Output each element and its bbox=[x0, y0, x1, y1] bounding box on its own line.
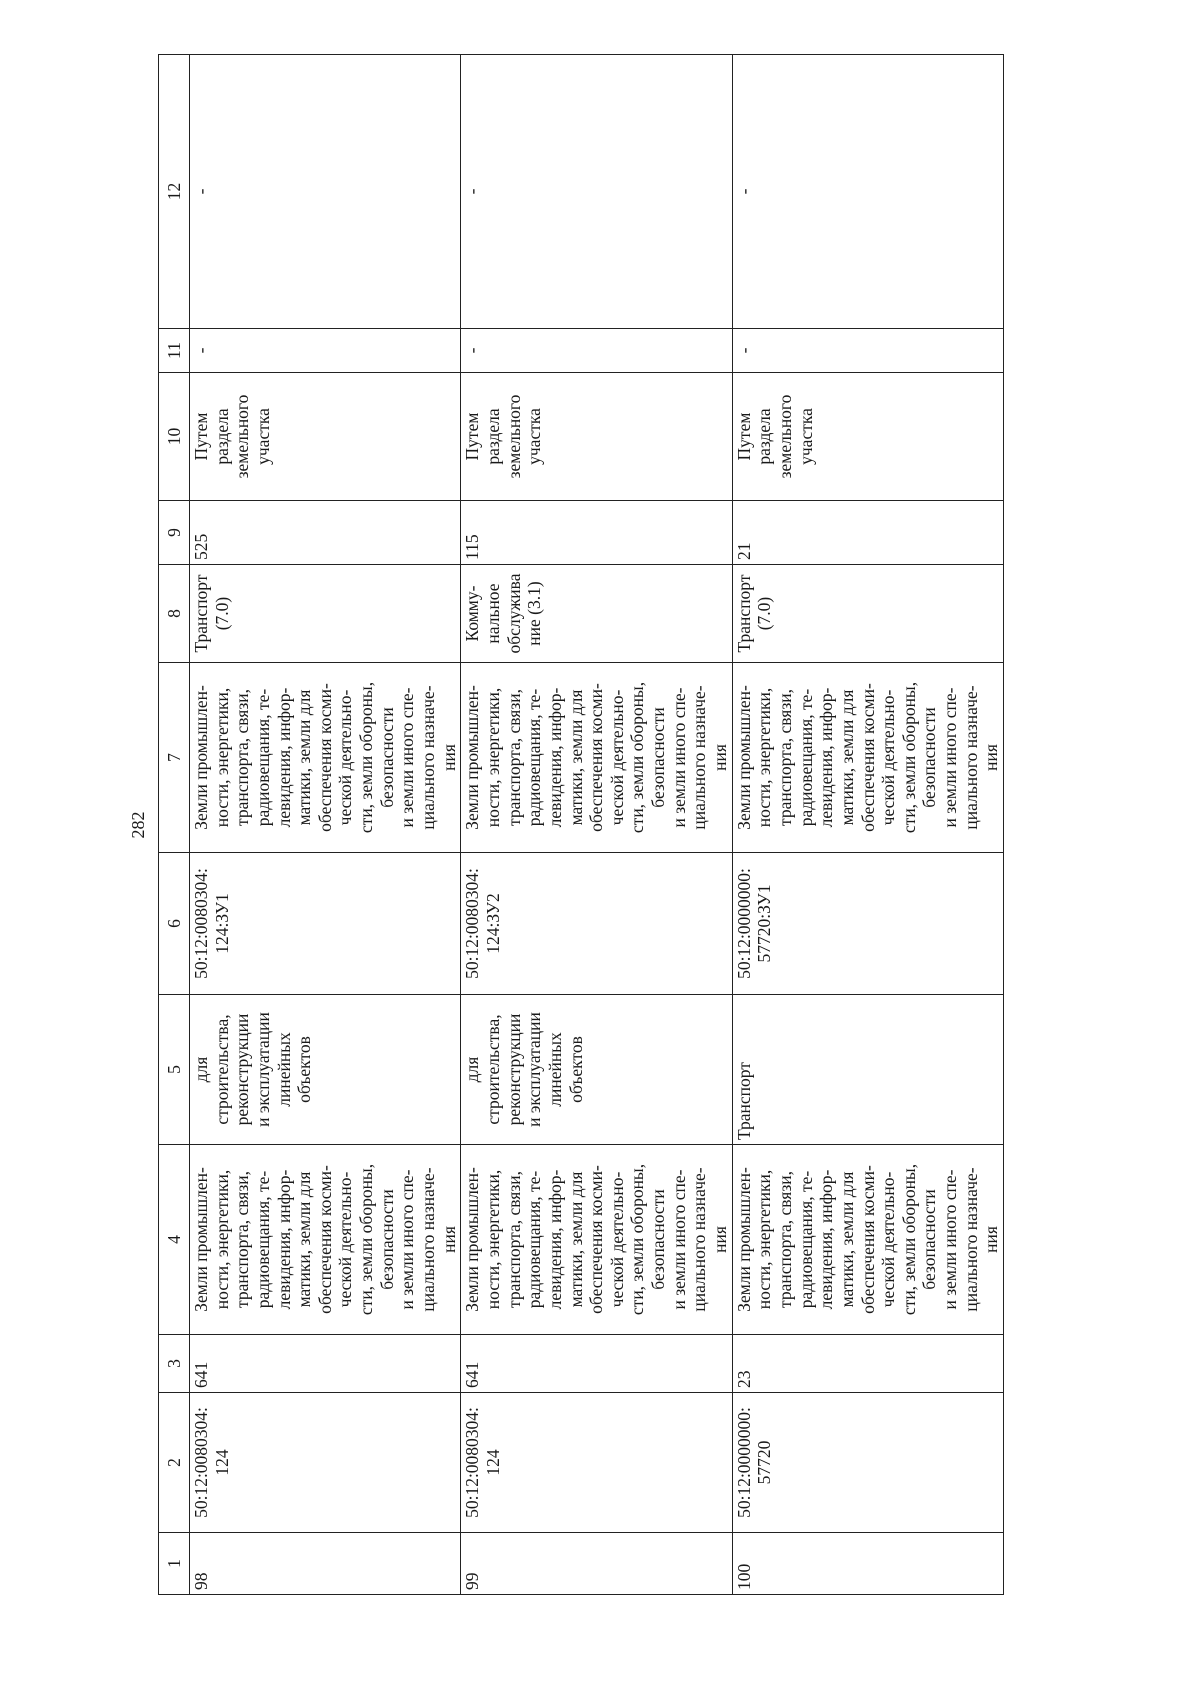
formation-method-cell: Путем раздела земельного участка bbox=[732, 373, 1003, 501]
new-land-category-cell: Земли промышлен- ности, энергетики, транспорта, связи, радиовещания, те- левидения, инфор- матики, земли для обеспечения косми- ческой деятельно- сти, земли обороны, безопасности и земли иного спе- циального назначе- ния bbox=[461, 663, 732, 853]
column-header: 4 bbox=[159, 1145, 190, 1335]
source-area-cell: 641 bbox=[190, 1335, 461, 1393]
source-permitted-use-cell: для строительства, реконструкции и эксплуатации линейных объектов bbox=[461, 995, 732, 1145]
row-number-cell: 99 bbox=[461, 1533, 732, 1595]
new-plot-designation-cell: 50:12:0000000: 57720:ЗУ1 bbox=[732, 853, 1003, 995]
column-header: 1 bbox=[159, 1533, 190, 1595]
table-row bbox=[461, 55, 732, 1595]
source-permitted-use-cell: для строительства, реконструкции и эксплуатации линейных объектов bbox=[190, 995, 461, 1145]
source-land-category-cell: Земли промышлен- ности, энергетики, транспорта, связи, радиовещания, те- левидения, инфор- матики, земли для обеспечения косми- ческой деятельно- сти, земли обороны, безопасности и земли иного спе- циального назначе- ния bbox=[190, 1145, 461, 1335]
column-11-cell: - bbox=[461, 329, 732, 373]
row-number-cell: 98 bbox=[190, 1533, 461, 1595]
column-header: 7 bbox=[159, 663, 190, 853]
column-header: 10 bbox=[159, 373, 190, 501]
column-12-cell: - bbox=[732, 55, 1003, 329]
table-row bbox=[732, 55, 1003, 1595]
rotated-content-frame bbox=[120, 55, 1002, 1595]
new-permitted-use-cell: Транспорт (7.0) bbox=[190, 565, 461, 663]
column-number-row bbox=[159, 55, 190, 1595]
land-plot-register-table bbox=[158, 54, 1004, 1595]
column-11-cell: - bbox=[732, 329, 1003, 373]
new-plot-designation-cell: 50:12:0080304: 124:ЗУ2 bbox=[461, 853, 732, 995]
column-header: 5 bbox=[159, 995, 190, 1145]
column-header: 11 bbox=[159, 329, 190, 373]
new-area-cell: 21 bbox=[732, 501, 1003, 565]
new-area-cell: 525 bbox=[190, 501, 461, 565]
page-number: 282 bbox=[128, 811, 148, 839]
new-permitted-use-cell: Комму- нальное обслужива ние (3.1) bbox=[461, 565, 732, 663]
column-header: 8 bbox=[159, 565, 190, 663]
source-permitted-use-cell: Транспорт bbox=[732, 995, 1003, 1145]
source-cadastral-number-cell: 50:12:0000000: 57720 bbox=[732, 1393, 1003, 1533]
source-area-cell: 641 bbox=[461, 1335, 732, 1393]
new-land-category-cell: Земли промышлен- ности, энергетики, транспорта, связи, радиовещания, те- левидения, инфор- матики, земли для обеспечения косми- ческой деятельно- сти, земли обороны, безопасности и земли иного спе- циального назначе- ния bbox=[190, 663, 461, 853]
new-plot-designation-cell: 50:12:0080304: 124:ЗУ1 bbox=[190, 853, 461, 995]
landscape-content bbox=[120, 55, 1002, 1595]
column-12-cell: - bbox=[461, 55, 732, 329]
source-land-category-cell: Земли промышлен- ности, энергетики, транспорта, связи, радиовещания, те- левидения, инфор- матики, земли для обеспечения косми- ческой деятельно- сти, земли обороны, безопасности и земли иного спе- циального назначе- ния bbox=[461, 1145, 732, 1335]
column-header: 2 bbox=[159, 1393, 190, 1533]
column-11-cell: - bbox=[190, 329, 461, 373]
formation-method-cell: Путем раздела земельного участка bbox=[190, 373, 461, 501]
source-cadastral-number-cell: 50:12:0080304: 124 bbox=[461, 1393, 732, 1533]
column-header: 12 bbox=[159, 55, 190, 329]
column-header: 6 bbox=[159, 853, 190, 995]
new-area-cell: 115 bbox=[461, 501, 732, 565]
column-header: 3 bbox=[159, 1335, 190, 1393]
source-area-cell: 23 bbox=[732, 1335, 1003, 1393]
new-land-category-cell: Земли промышлен- ности, энергетики, транспорта, связи, радиовещания, те- левидения, инфор- матики, земли для обеспечения косми- ческой деятельно- сти, земли обороны, безопасности и земли иного спе- циального назначе- ния bbox=[732, 663, 1003, 853]
row-number-cell: 100 bbox=[732, 1533, 1003, 1595]
new-permitted-use-cell: Транспорт (7.0) bbox=[732, 565, 1003, 663]
formation-method-cell: Путем раздела земельного участка bbox=[461, 373, 732, 501]
column-12-cell: - bbox=[190, 55, 461, 329]
source-land-category-cell: Земли промышлен- ности, энергетики, транспорта, связи, радиовещания, те- левидения, инфор- матики, земли для обеспечения косми- ческой деятельно- сти, земли обороны, безопасности и земли иного спе- циального назначе- ния bbox=[732, 1145, 1003, 1335]
source-cadastral-number-cell: 50:12:0080304: 124 bbox=[190, 1393, 461, 1533]
table-row bbox=[190, 55, 461, 1595]
column-header: 9 bbox=[159, 501, 190, 565]
